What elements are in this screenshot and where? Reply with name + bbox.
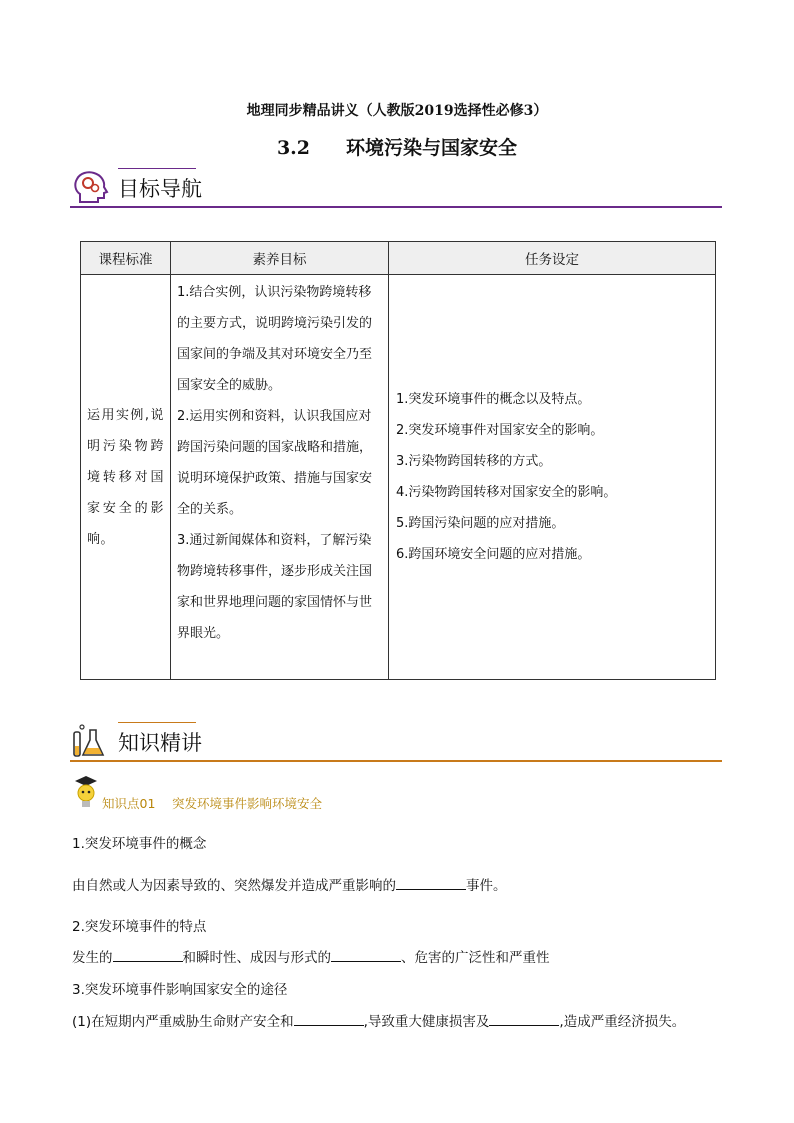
fill-blank — [294, 1012, 364, 1027]
fill-blank — [396, 876, 466, 891]
header-course-standard: 课程标准 — [81, 242, 171, 275]
knowledge-point-label: 知识点01 — [102, 796, 156, 811]
concept-text-start: 由自然或人为因素导致的、突然爆发并造成严重影响的 — [72, 878, 396, 894]
task-item: 2.突发环境事件对国家安全的影响。 — [396, 423, 604, 438]
fill-blank — [489, 1012, 559, 1027]
pathways-text-1: (1)在短期内严重威胁生命财产安全和 — [72, 1014, 294, 1030]
pathways-text-3: ,造成严重经济损失。 — [559, 1014, 686, 1030]
goals-rule — [70, 206, 722, 208]
section-heading — [0, 133, 794, 160]
literacy-goals-cell — [171, 275, 389, 680]
concept-heading: 1.突发环境事件的概念 — [72, 836, 207, 852]
pathways-heading: 3.突发环境事件影响国家安全的途径 — [72, 982, 288, 998]
fill-blank — [331, 948, 401, 963]
goals-table — [80, 241, 716, 680]
task-item: 3.污染物跨国转移的方式。 — [396, 454, 552, 469]
features-text-2: 和瞬时性、成因与形式的 — [182, 950, 331, 966]
knowledge-point-title: 突发环境事件影响环境安全 — [172, 796, 323, 811]
section-number: 3.2 — [276, 137, 311, 159]
goals-section-label: 目标导航 — [118, 177, 202, 201]
literacy-goal-item: 2.运用实例和资料，认识我国应对跨国污染问题的国家战略和措施，说明环境保护政策、措施与国家安全的关系。 — [177, 409, 373, 517]
course-standard-cell — [81, 275, 171, 680]
knowledge-section-label: 知识精讲 — [118, 731, 202, 755]
header-task-setting: 任务设定 — [389, 242, 716, 275]
header-literacy-goals: 素养目标 — [171, 242, 389, 275]
features-text-1: 发生的 — [72, 950, 113, 966]
literacy-goal-item: 3.通过新闻媒体和资料，了解污染物跨境转移事件，逐步形成关注国家和世界地理问题的家国情怀与世界眼光。 — [177, 533, 373, 641]
table-header-row — [81, 242, 716, 275]
knowledge-rule — [70, 760, 722, 762]
pathways-item-1 — [72, 1010, 685, 1030]
head-gears-icon — [70, 168, 110, 208]
task-item: 5.跨国污染问题的应对措施。 — [396, 516, 565, 531]
literacy-goal-item: 1.结合实例，认识污染物跨境转移的主要方式，说明跨境污染引发的国家间的争端及其对环境安全乃至国家安全的威胁。 — [177, 285, 373, 393]
features-sentence — [72, 946, 550, 966]
lab-flask-icon — [70, 722, 110, 762]
document-subtitle: 地理同步精品讲义（人教版2019选择性必修3） — [246, 103, 548, 119]
section-title: 环境污染与国家安全 — [346, 137, 518, 159]
course-standard-text: 运用实例,说明污染物跨境转移对国家安全的影响。 — [87, 407, 164, 547]
task-item: 6.跨国环境安全问题的应对措施。 — [396, 547, 591, 562]
knowledge-top-line — [118, 722, 196, 723]
concept-sentence — [72, 874, 507, 894]
features-heading: 2.突发环境事件的特点 — [72, 919, 207, 935]
goals-section-header — [70, 168, 722, 208]
knowledge-section-header — [70, 722, 722, 762]
graduate-bulb-icon — [72, 773, 100, 811]
pathways-text-2: ,导致重大健康损害及 — [363, 1014, 490, 1030]
fill-blank — [113, 948, 183, 963]
goals-top-line — [118, 168, 196, 169]
concept-text-end: 事件。 — [466, 878, 507, 894]
task-item: 4.污染物跨国转移对国家安全的影响。 — [396, 485, 617, 500]
knowledge-point-tag — [72, 773, 472, 813]
table-row — [81, 275, 716, 680]
tasks-cell — [389, 275, 716, 680]
features-text-3: 、危害的广泛性和严重性 — [401, 950, 550, 966]
task-item: 1.突发环境事件的概念以及特点。 — [396, 392, 591, 407]
